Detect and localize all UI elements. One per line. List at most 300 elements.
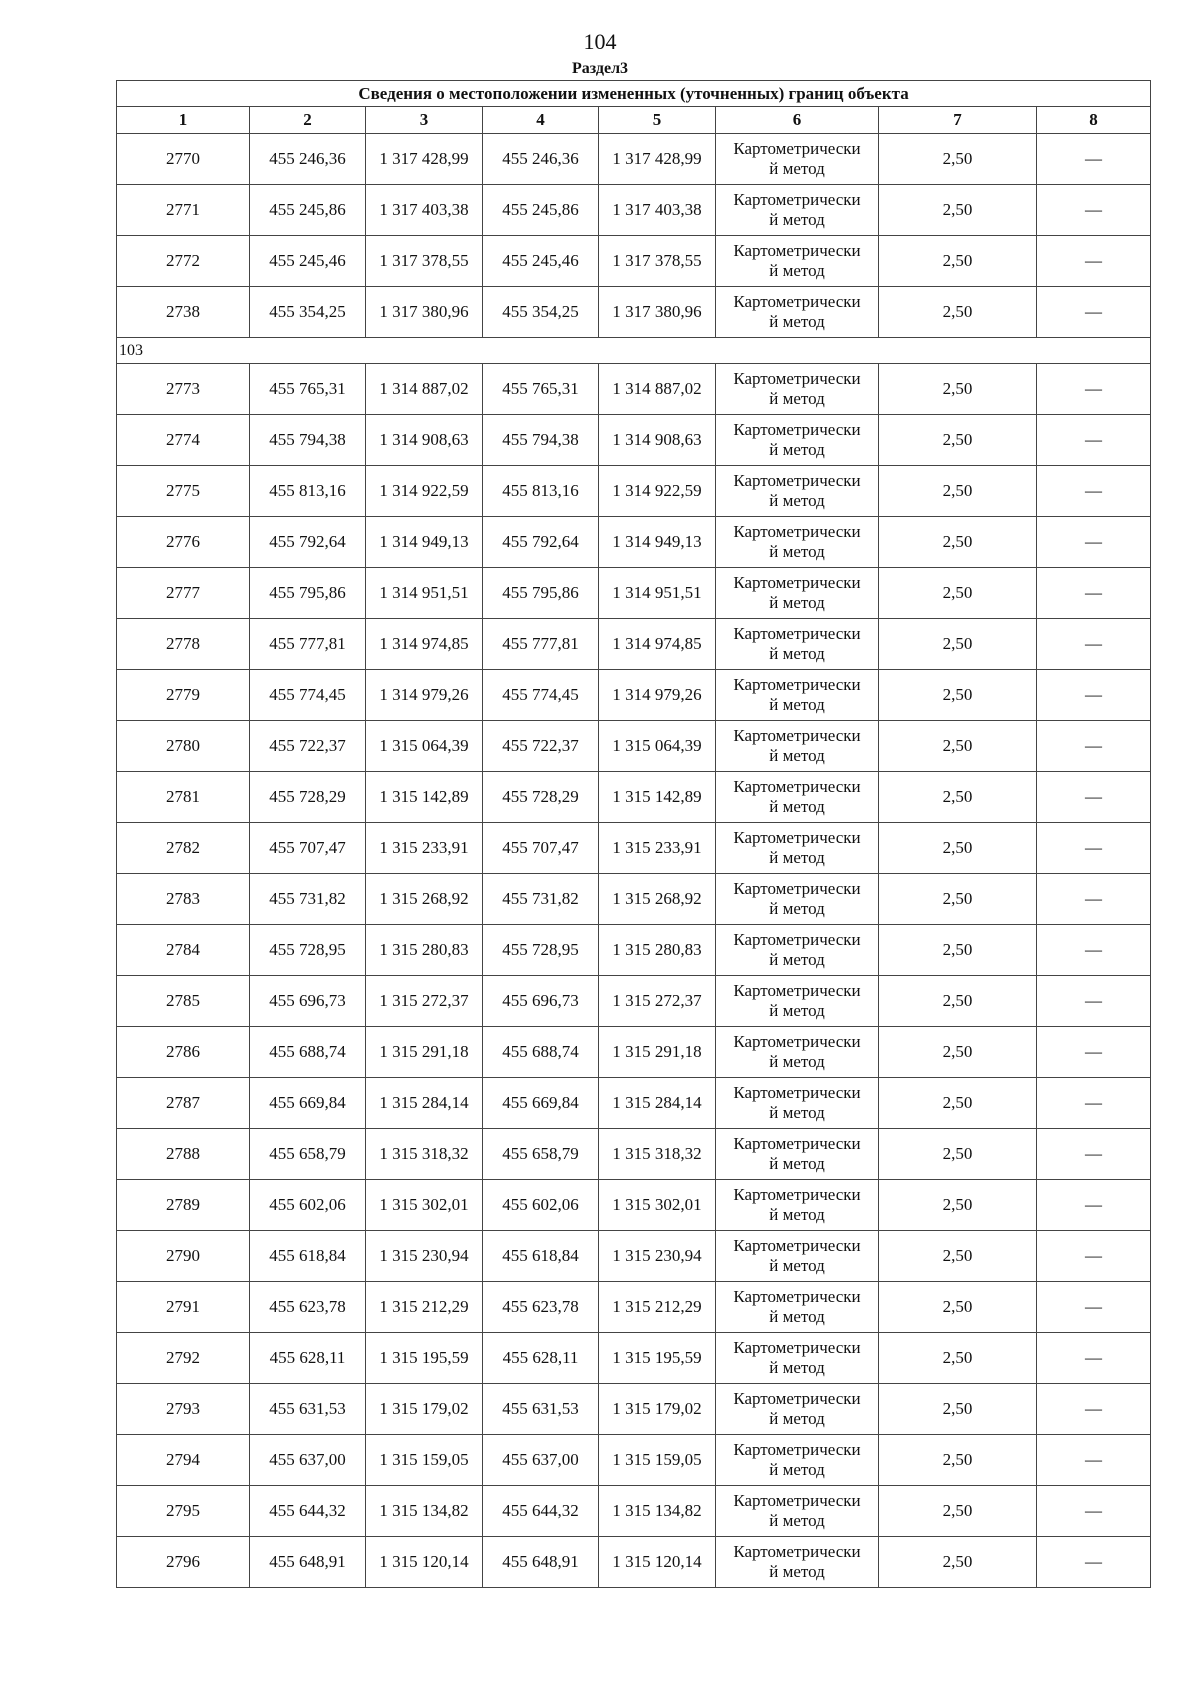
existing-x-cell: 455 813,16 <box>250 466 366 517</box>
method-line-1: Картометрически <box>733 1134 861 1153</box>
new-y-cell: 1 315 268,92 <box>599 874 716 925</box>
method-line-2: й метод <box>769 542 825 561</box>
empty-mark-cell: — <box>1037 1333 1151 1384</box>
method-line-2: й метод <box>769 159 825 178</box>
method-line-2: й метод <box>769 1256 825 1275</box>
method-cell <box>716 1231 879 1282</box>
table-row <box>117 517 1151 568</box>
new-x-cell: 455 354,25 <box>483 287 599 338</box>
point-number-cell: 2780 <box>117 721 250 772</box>
new-x-cell: 455 722,37 <box>483 721 599 772</box>
precision-cell: 2,50 <box>879 1333 1037 1384</box>
table-row <box>117 287 1151 338</box>
precision-cell: 2,50 <box>879 772 1037 823</box>
method-line-2: й метод <box>769 1052 825 1071</box>
precision-cell: 2,50 <box>879 364 1037 415</box>
empty-mark-cell: — <box>1037 466 1151 517</box>
table-row <box>117 721 1151 772</box>
point-number-cell: 2793 <box>117 1384 250 1435</box>
method-cell <box>716 670 879 721</box>
new-y-cell: 1 315 230,94 <box>599 1231 716 1282</box>
point-number-cell: 2771 <box>117 185 250 236</box>
new-x-cell: 455 728,29 <box>483 772 599 823</box>
existing-y-cell: 1 315 280,83 <box>366 925 483 976</box>
existing-x-cell: 455 644,32 <box>250 1486 366 1537</box>
point-number-cell: 2789 <box>117 1180 250 1231</box>
new-y-cell: 1 315 134,82 <box>599 1486 716 1537</box>
empty-mark-cell: — <box>1037 568 1151 619</box>
empty-mark-cell: — <box>1037 1435 1151 1486</box>
new-x-cell: 455 637,00 <box>483 1435 599 1486</box>
method-line-2: й метод <box>769 440 825 459</box>
method-line-2: й метод <box>769 950 825 969</box>
new-y-cell: 1 314 949,13 <box>599 517 716 568</box>
existing-y-cell: 1 317 428,99 <box>366 134 483 185</box>
new-y-cell: 1 317 403,38 <box>599 185 716 236</box>
method-cell <box>716 1282 879 1333</box>
empty-mark-cell: — <box>1037 1486 1151 1537</box>
method-cell <box>716 287 879 338</box>
empty-mark-cell: — <box>1037 1282 1151 1333</box>
method-cell <box>716 134 879 185</box>
method-line-1: Картометрически <box>733 1185 861 1204</box>
method-line-1: Картометрически <box>733 241 861 260</box>
point-number-cell: 2770 <box>117 134 250 185</box>
existing-y-cell: 1 315 120,14 <box>366 1537 483 1588</box>
new-y-cell: 1 315 233,91 <box>599 823 716 874</box>
precision-cell: 2,50 <box>879 976 1037 1027</box>
column-number-header: 7 <box>879 107 1037 134</box>
new-x-cell: 455 777,81 <box>483 619 599 670</box>
table-row <box>117 415 1151 466</box>
point-number-cell: 2791 <box>117 1282 250 1333</box>
method-cell <box>716 517 879 568</box>
existing-x-cell: 455 774,45 <box>250 670 366 721</box>
empty-mark-cell: — <box>1037 1129 1151 1180</box>
new-y-cell: 1 315 159,05 <box>599 1435 716 1486</box>
existing-y-cell: 1 314 908,63 <box>366 415 483 466</box>
method-line-1: Картометрически <box>733 1542 861 1561</box>
existing-x-cell: 455 637,00 <box>250 1435 366 1486</box>
method-cell <box>716 1333 879 1384</box>
new-y-cell: 1 315 195,59 <box>599 1333 716 1384</box>
method-line-1: Картометрически <box>733 726 861 745</box>
existing-x-cell: 455 246,36 <box>250 134 366 185</box>
point-number-cell: 2776 <box>117 517 250 568</box>
existing-y-cell: 1 314 979,26 <box>366 670 483 721</box>
existing-y-cell: 1 314 949,13 <box>366 517 483 568</box>
existing-y-cell: 1 315 064,39 <box>366 721 483 772</box>
table-row <box>117 976 1151 1027</box>
existing-x-cell: 455 688,74 <box>250 1027 366 1078</box>
section-title: Раздел3 <box>571 60 629 77</box>
method-cell <box>716 1027 879 1078</box>
table-row <box>117 1486 1151 1537</box>
precision-cell: 2,50 <box>879 1078 1037 1129</box>
method-cell <box>716 415 879 466</box>
new-y-cell: 1 315 120,14 <box>599 1537 716 1588</box>
existing-x-cell: 455 618,84 <box>250 1231 366 1282</box>
method-line-2: й метод <box>769 1460 825 1479</box>
existing-y-cell: 1 315 134,82 <box>366 1486 483 1537</box>
method-line-2: й метод <box>769 746 825 765</box>
table-caption: Сведения о местоположении измененных (уточненных) границ объекта <box>117 81 1151 107</box>
table-row <box>117 823 1151 874</box>
point-number-cell: 2794 <box>117 1435 250 1486</box>
empty-mark-cell: — <box>1037 287 1151 338</box>
empty-mark-cell: — <box>1037 976 1151 1027</box>
table-row <box>117 1231 1151 1282</box>
existing-x-cell: 455 728,95 <box>250 925 366 976</box>
point-number-cell: 2738 <box>117 287 250 338</box>
precision-cell: 2,50 <box>879 287 1037 338</box>
point-number-cell: 2775 <box>117 466 250 517</box>
new-x-cell: 455 618,84 <box>483 1231 599 1282</box>
precision-cell: 2,50 <box>879 185 1037 236</box>
table-row <box>117 1129 1151 1180</box>
method-line-2: й метод <box>769 210 825 229</box>
method-line-1: Картометрически <box>733 1287 861 1306</box>
column-number-header: 8 <box>1037 107 1151 134</box>
point-number-cell: 2777 <box>117 568 250 619</box>
existing-y-cell: 1 315 233,91 <box>366 823 483 874</box>
existing-x-cell: 455 795,86 <box>250 568 366 619</box>
method-cell <box>716 619 879 670</box>
precision-cell: 2,50 <box>879 517 1037 568</box>
existing-x-cell: 455 722,37 <box>250 721 366 772</box>
group-label-row <box>117 338 1151 364</box>
precision-cell: 2,50 <box>879 925 1037 976</box>
new-x-cell: 455 245,46 <box>483 236 599 287</box>
new-y-cell: 1 315 302,01 <box>599 1180 716 1231</box>
method-cell <box>716 568 879 619</box>
method-cell <box>716 1384 879 1435</box>
existing-x-cell: 455 658,79 <box>250 1129 366 1180</box>
column-number-header: 4 <box>483 107 599 134</box>
method-cell <box>716 925 879 976</box>
new-y-cell: 1 315 179,02 <box>599 1384 716 1435</box>
precision-cell: 2,50 <box>879 1384 1037 1435</box>
empty-mark-cell: — <box>1037 1027 1151 1078</box>
method-line-2: й метод <box>769 1358 825 1377</box>
point-number-cell: 2796 <box>117 1537 250 1588</box>
point-number-cell: 2795 <box>117 1486 250 1537</box>
empty-mark-cell: — <box>1037 185 1151 236</box>
new-y-cell: 1 314 979,26 <box>599 670 716 721</box>
point-number-cell: 2772 <box>117 236 250 287</box>
method-line-2: й метод <box>769 1103 825 1122</box>
precision-cell: 2,50 <box>879 1486 1037 1537</box>
existing-y-cell: 1 315 318,32 <box>366 1129 483 1180</box>
new-x-cell: 455 648,91 <box>483 1537 599 1588</box>
point-number-cell: 2786 <box>117 1027 250 1078</box>
precision-cell: 2,50 <box>879 1282 1037 1333</box>
method-line-1: Картометрически <box>733 675 861 694</box>
new-y-cell: 1 314 908,63 <box>599 415 716 466</box>
method-cell <box>716 1486 879 1537</box>
existing-y-cell: 1 314 922,59 <box>366 466 483 517</box>
precision-cell: 2,50 <box>879 236 1037 287</box>
method-line-2: й метод <box>769 899 825 918</box>
empty-mark-cell: — <box>1037 1537 1151 1588</box>
existing-x-cell: 455 696,73 <box>250 976 366 1027</box>
table-row <box>117 874 1151 925</box>
point-number-cell: 2774 <box>117 415 250 466</box>
method-line-1: Картометрически <box>733 930 861 949</box>
existing-x-cell: 455 631,53 <box>250 1384 366 1435</box>
method-line-1: Картометрически <box>733 1236 861 1255</box>
method-cell <box>716 1435 879 1486</box>
method-line-1: Картометрически <box>733 981 861 1000</box>
new-x-cell: 455 795,86 <box>483 568 599 619</box>
method-cell <box>716 1129 879 1180</box>
point-number-cell: 2781 <box>117 772 250 823</box>
point-number-cell: 2783 <box>117 874 250 925</box>
existing-y-cell: 1 315 195,59 <box>366 1333 483 1384</box>
precision-cell: 2,50 <box>879 823 1037 874</box>
point-number-cell: 2788 <box>117 1129 250 1180</box>
method-line-2: й метод <box>769 261 825 280</box>
empty-mark-cell: — <box>1037 134 1151 185</box>
new-y-cell: 1 317 380,96 <box>599 287 716 338</box>
precision-cell: 2,50 <box>879 619 1037 670</box>
method-line-1: Картометрически <box>733 1338 861 1357</box>
table-row <box>117 466 1151 517</box>
method-line-1: Картометрически <box>733 522 861 541</box>
empty-mark-cell: — <box>1037 1384 1151 1435</box>
existing-x-cell: 455 777,81 <box>250 619 366 670</box>
new-x-cell: 455 794,38 <box>483 415 599 466</box>
point-number-cell: 2792 <box>117 1333 250 1384</box>
group-label: 103 <box>117 338 1151 364</box>
new-x-cell: 455 631,53 <box>483 1384 599 1435</box>
point-number-cell: 2782 <box>117 823 250 874</box>
existing-y-cell: 1 317 403,38 <box>366 185 483 236</box>
method-line-1: Картометрически <box>733 369 861 388</box>
empty-mark-cell: — <box>1037 1078 1151 1129</box>
method-line-1: Картометрически <box>733 624 861 643</box>
empty-mark-cell: — <box>1037 517 1151 568</box>
existing-x-cell: 455 669,84 <box>250 1078 366 1129</box>
existing-x-cell: 455 731,82 <box>250 874 366 925</box>
existing-y-cell: 1 315 302,01 <box>366 1180 483 1231</box>
precision-cell: 2,50 <box>879 134 1037 185</box>
coordinates-table <box>116 80 1151 1588</box>
new-y-cell: 1 315 291,18 <box>599 1027 716 1078</box>
existing-y-cell: 1 314 951,51 <box>366 568 483 619</box>
table-row <box>117 1282 1151 1333</box>
new-x-cell: 455 669,84 <box>483 1078 599 1129</box>
method-line-1: Картометрически <box>733 1440 861 1459</box>
method-cell <box>716 185 879 236</box>
column-number-header: 1 <box>117 107 250 134</box>
empty-mark-cell: — <box>1037 1180 1151 1231</box>
existing-x-cell: 455 648,91 <box>250 1537 366 1588</box>
method-line-2: й метод <box>769 491 825 510</box>
method-line-2: й метод <box>769 1562 825 1581</box>
existing-x-cell: 455 628,11 <box>250 1333 366 1384</box>
precision-cell: 2,50 <box>879 1027 1037 1078</box>
new-y-cell: 1 315 284,14 <box>599 1078 716 1129</box>
existing-y-cell: 1 315 272,37 <box>366 976 483 1027</box>
method-cell <box>716 236 879 287</box>
table-row <box>117 670 1151 721</box>
page-number: 104 <box>583 29 617 54</box>
existing-x-cell: 455 794,38 <box>250 415 366 466</box>
precision-cell: 2,50 <box>879 415 1037 466</box>
table-row <box>117 1027 1151 1078</box>
existing-y-cell: 1 315 142,89 <box>366 772 483 823</box>
existing-y-cell: 1 317 380,96 <box>366 287 483 338</box>
method-line-1: Картометрически <box>733 1389 861 1408</box>
empty-mark-cell: — <box>1037 925 1151 976</box>
new-y-cell: 1 317 428,99 <box>599 134 716 185</box>
existing-x-cell: 455 623,78 <box>250 1282 366 1333</box>
empty-mark-cell: — <box>1037 721 1151 772</box>
method-line-2: й метод <box>769 695 825 714</box>
table-row <box>117 1333 1151 1384</box>
method-cell <box>716 1537 879 1588</box>
table-row <box>117 364 1151 415</box>
new-y-cell: 1 315 212,29 <box>599 1282 716 1333</box>
precision-cell: 2,50 <box>879 466 1037 517</box>
empty-mark-cell: — <box>1037 772 1151 823</box>
point-number-cell: 2785 <box>117 976 250 1027</box>
method-cell <box>716 1078 879 1129</box>
point-number-cell: 2790 <box>117 1231 250 1282</box>
precision-cell: 2,50 <box>879 1537 1037 1588</box>
existing-y-cell: 1 315 212,29 <box>366 1282 483 1333</box>
empty-mark-cell: — <box>1037 823 1151 874</box>
new-x-cell: 455 245,86 <box>483 185 599 236</box>
new-x-cell: 455 644,32 <box>483 1486 599 1537</box>
method-line-1: Картометрически <box>733 573 861 592</box>
method-line-2: й метод <box>769 593 825 612</box>
method-line-2: й метод <box>769 1205 825 1224</box>
existing-y-cell: 1 314 887,02 <box>366 364 483 415</box>
new-x-cell: 455 707,47 <box>483 823 599 874</box>
method-line-2: й метод <box>769 1001 825 1020</box>
table-row <box>117 134 1151 185</box>
new-x-cell: 455 813,16 <box>483 466 599 517</box>
new-x-cell: 455 688,74 <box>483 1027 599 1078</box>
point-number-cell: 2779 <box>117 670 250 721</box>
table-row <box>117 772 1151 823</box>
empty-mark-cell: — <box>1037 236 1151 287</box>
existing-x-cell: 455 602,06 <box>250 1180 366 1231</box>
new-x-cell: 455 628,11 <box>483 1333 599 1384</box>
method-cell <box>716 976 879 1027</box>
method-line-2: й метод <box>769 644 825 663</box>
method-line-1: Картометрически <box>733 420 861 439</box>
table-row <box>117 619 1151 670</box>
method-line-2: й метод <box>769 1511 825 1530</box>
table-row <box>117 925 1151 976</box>
table-row <box>117 568 1151 619</box>
new-x-cell: 455 696,73 <box>483 976 599 1027</box>
method-line-2: й метод <box>769 1307 825 1326</box>
existing-y-cell: 1 315 291,18 <box>366 1027 483 1078</box>
existing-y-cell: 1 315 230,94 <box>366 1231 483 1282</box>
method-line-2: й метод <box>769 1409 825 1428</box>
method-line-1: Картометрически <box>733 471 861 490</box>
new-x-cell: 455 623,78 <box>483 1282 599 1333</box>
existing-x-cell: 455 245,86 <box>250 185 366 236</box>
precision-cell: 2,50 <box>879 1180 1037 1231</box>
new-y-cell: 1 315 142,89 <box>599 772 716 823</box>
precision-cell: 2,50 <box>879 568 1037 619</box>
new-x-cell: 455 728,95 <box>483 925 599 976</box>
new-x-cell: 455 246,36 <box>483 134 599 185</box>
new-y-cell: 1 317 378,55 <box>599 236 716 287</box>
table-row <box>117 1435 1151 1486</box>
column-number-header: 2 <box>250 107 366 134</box>
new-x-cell: 455 658,79 <box>483 1129 599 1180</box>
empty-mark-cell: — <box>1037 364 1151 415</box>
method-line-1: Картометрически <box>733 1083 861 1102</box>
empty-mark-cell: — <box>1037 1231 1151 1282</box>
new-y-cell: 1 314 974,85 <box>599 619 716 670</box>
method-cell <box>716 466 879 517</box>
empty-mark-cell: — <box>1037 619 1151 670</box>
precision-cell: 2,50 <box>879 1129 1037 1180</box>
point-number-cell: 2787 <box>117 1078 250 1129</box>
existing-y-cell: 1 315 268,92 <box>366 874 483 925</box>
existing-x-cell: 455 728,29 <box>250 772 366 823</box>
table-row <box>117 1384 1151 1435</box>
method-line-1: Картометрически <box>733 292 861 311</box>
method-line-1: Картометрически <box>733 777 861 796</box>
column-number-header: 3 <box>366 107 483 134</box>
existing-x-cell: 455 792,64 <box>250 517 366 568</box>
method-line-1: Картометрически <box>733 139 861 158</box>
method-line-2: й метод <box>769 848 825 867</box>
empty-mark-cell: — <box>1037 415 1151 466</box>
table-row <box>117 185 1151 236</box>
method-cell <box>716 823 879 874</box>
new-x-cell: 455 765,31 <box>483 364 599 415</box>
new-x-cell: 455 731,82 <box>483 874 599 925</box>
precision-cell: 2,50 <box>879 670 1037 721</box>
method-cell <box>716 772 879 823</box>
method-line-2: й метод <box>769 1154 825 1173</box>
table-row <box>117 1537 1151 1588</box>
new-y-cell: 1 315 318,32 <box>599 1129 716 1180</box>
table-row <box>117 1078 1151 1129</box>
new-y-cell: 1 314 922,59 <box>599 466 716 517</box>
method-line-2: й метод <box>769 797 825 816</box>
new-y-cell: 1 315 280,83 <box>599 925 716 976</box>
existing-y-cell: 1 315 284,14 <box>366 1078 483 1129</box>
new-y-cell: 1 315 272,37 <box>599 976 716 1027</box>
method-line-1: Картометрически <box>733 1491 861 1510</box>
existing-x-cell: 455 707,47 <box>250 823 366 874</box>
new-y-cell: 1 314 951,51 <box>599 568 716 619</box>
point-number-cell: 2778 <box>117 619 250 670</box>
method-cell <box>716 364 879 415</box>
existing-y-cell: 1 314 974,85 <box>366 619 483 670</box>
precision-cell: 2,50 <box>879 721 1037 772</box>
method-cell <box>716 721 879 772</box>
method-line-1: Картометрически <box>733 1032 861 1051</box>
precision-cell: 2,50 <box>879 874 1037 925</box>
empty-mark-cell: — <box>1037 874 1151 925</box>
table-body <box>117 134 1151 1588</box>
column-number-header: 6 <box>716 107 879 134</box>
precision-cell: 2,50 <box>879 1231 1037 1282</box>
point-number-cell: 2784 <box>117 925 250 976</box>
method-cell <box>716 874 879 925</box>
